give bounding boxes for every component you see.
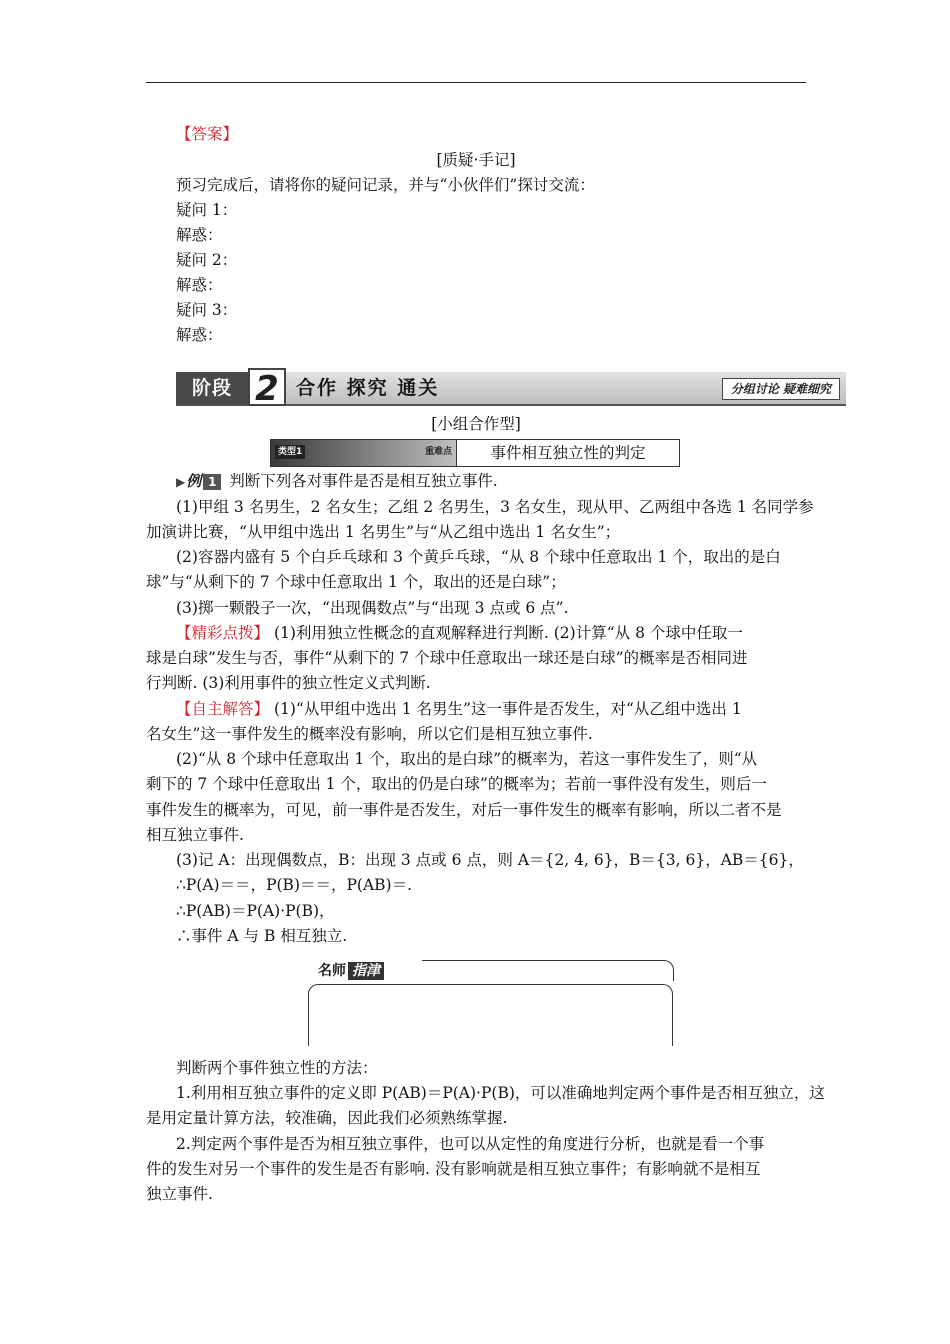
example-text: 加演讲比赛，“从甲组中选出 1 名男生”与“从乙组中选出 1 名女生”； [146, 523, 621, 541]
stage-tag: 分组讨论 疑难细究 [722, 378, 840, 400]
stage-number: 2 [248, 368, 286, 406]
teacher-prefix: 名师 [318, 963, 346, 979]
stage-banner [176, 369, 846, 409]
qa-item: 疑问 1： [176, 201, 238, 219]
hint-label: 【精彩点拨】 [176, 624, 270, 642]
teacher-guide-title [318, 960, 388, 982]
example-label: 例 [186, 472, 202, 490]
solution-text: ∴P(A)＝＝，P(B)＝＝，P(AB)＝. [176, 876, 413, 894]
type-badge: 类型1 [275, 445, 305, 459]
example-text: (2)容器内盛有 5 个白乒乓球和 3 个黄乒乓球，“从 8 个球中任意取出 1 个，取出的是白 [176, 548, 781, 566]
qa-item: 解惑： [176, 276, 223, 294]
example-intro: 判断下列各对事件是否是相互独立事件. [229, 472, 498, 490]
header-rule [146, 82, 806, 83]
teacher-guide-box [308, 960, 675, 1048]
group-heading: [小组合作型] [431, 415, 521, 433]
solution-text: ∴P(AB)＝P(A)·P(B)， [176, 902, 335, 920]
stage-prefix: 阶段 [176, 372, 248, 404]
type-title: 事件相互独立性的判定 [490, 444, 646, 462]
qa-item: 疑问 2： [176, 251, 238, 269]
solution-text: 剩下的 7 个球中任意取出 1 个，取出的仍是白球”的概率为；若前一事件没有发生，则后一 [146, 775, 767, 793]
solution-text: 名女生”这一事件发生的概率没有影响，所以它们是相互独立事件. [146, 725, 593, 743]
hint-first-line [176, 622, 743, 644]
qa-intro: 预习完成后，请将你的疑问记录，并与“小伙伴们”探讨交流： [176, 176, 595, 194]
solution-text: (1)“从甲组中选出 1 名男生”这一事件是否发生，对“从乙组中选出 1 [273, 700, 742, 718]
example-text: (3)掷一颗骰子一次，“出现偶数点”与“出现 3 点或 6 点”. [176, 599, 569, 617]
example-number: 1 [203, 474, 221, 490]
teacher-box-outline [308, 984, 673, 1046]
method-text: 2.判定两个事件是否为相互独立事件，也可以从定性的角度进行分析，也就是看一个事 [176, 1135, 765, 1153]
example-text: 球”与“从剩下的 7 个球中任意取出 1 个，取出的还是白球”； [146, 573, 566, 591]
qa-heading: [质疑·手记] [436, 151, 516, 169]
hint-text: 行判断. (3)利用事件的独立性定义式判断. [146, 674, 431, 692]
method-intro: 判断两个事件独立性的方法： [176, 1059, 378, 1077]
solution-first-line [176, 698, 742, 720]
type-banner-bar [271, 440, 457, 466]
teacher-box-top-border [422, 960, 674, 981]
teacher-highlight: 指津 [348, 962, 384, 980]
solution-text: (3)记 A：出现偶数点，B：出现 3 点或 6 点，则 A＝{2, 4, 6}，B＝{3, 6}，AB＝{6}， [176, 851, 804, 869]
example-text: (1)甲组 3 名男生，2 名女生；乙组 2 名男生，3 名女生，现从甲、乙两组中各选 1 名同学参 [176, 498, 814, 516]
stage-title: 合作 探究 通关 [296, 377, 440, 399]
qa-item: 疑问 3： [176, 301, 238, 319]
answer-label: 【答案】 [176, 125, 239, 143]
example-intro-line [176, 470, 498, 493]
type-difficulty: 重难点 [424, 447, 452, 457]
hint-text: 球是白球”发生与否，事件“从剩下的 7 个球中任意取出一球还是白球”的概率是否相同进 [146, 649, 748, 667]
triangle-icon: ▶ [176, 475, 186, 489]
method-text: 是用定量计算方法，较准确，因此我们必须熟练掌握. [146, 1109, 508, 1127]
method-text: 件的发生对另一个事件的发生是否有影响. 没有影响就是相互独立事件；有影响就不是相互 [146, 1160, 761, 1178]
solution-text: 事件发生的概率为，可见，前一事件是否发生，对后一事件发生的概率有影响，所以二者不是 [146, 801, 782, 819]
solution-label: 【自主解答】 [176, 700, 270, 718]
hint-text: (1)利用独立性概念的直观解释进行判断. (2)计算“从 8 个球中任取一 [273, 624, 743, 642]
solution-text: (2)“从 8 个球中任意取出 1 个，取出的是白球”的概率为，若这一事件发生了，则“从 [176, 750, 758, 768]
solution-text: ∴事件 A 与 B 相互独立. [176, 927, 348, 945]
method-text: 1.利用相互独立事件的定义即 P(AB)＝P(A)·P(B)，可以准确地判定两个事件是否相互独立，这 [176, 1084, 825, 1102]
type-banner [270, 439, 680, 467]
solution-text: 相互独立事件. [146, 826, 244, 844]
qa-item: 解惑： [176, 326, 223, 344]
qa-item: 解惑： [176, 226, 223, 244]
method-text: 独立事件. [146, 1185, 213, 1203]
